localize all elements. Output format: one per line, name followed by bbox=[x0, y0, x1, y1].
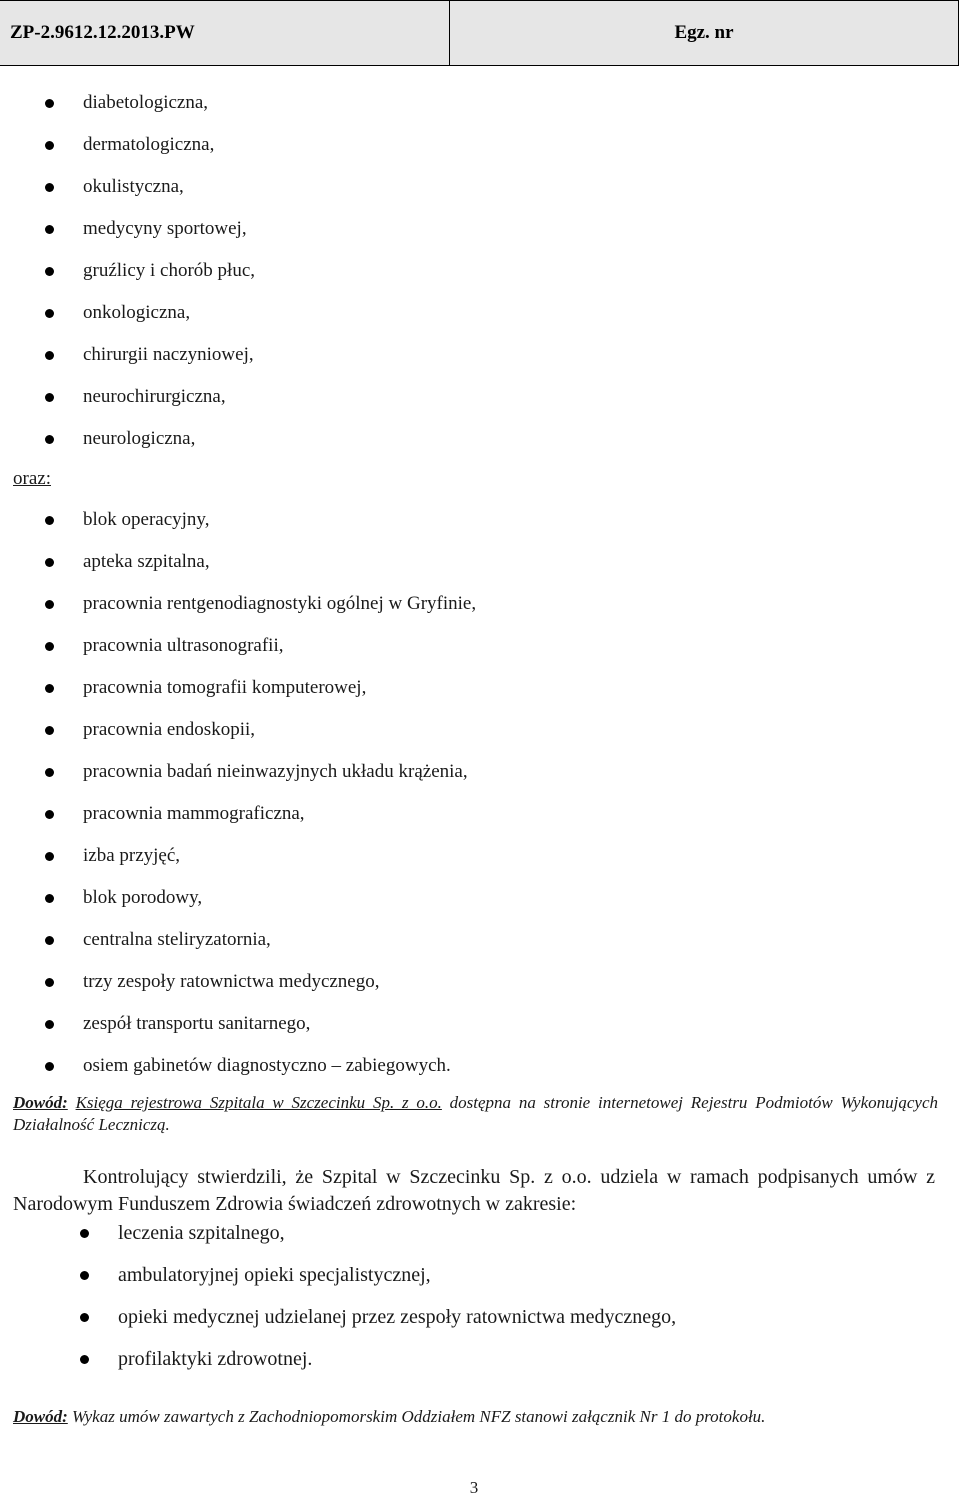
list-item: opieki medycznej udzielanej przez zespoły ratownictwa medycznego, bbox=[0, 1296, 676, 1338]
document-header bbox=[0, 0, 959, 66]
bullet-icon bbox=[45, 600, 54, 609]
bullet-icon bbox=[45, 516, 54, 525]
list-item: apteka szpitalna, bbox=[0, 541, 476, 583]
other-units-list bbox=[0, 499, 476, 1087]
list-item: pracownia ultrasonografii, bbox=[0, 625, 476, 667]
list-item: osiem gabinetów diagnostyczno – zabiegowych. bbox=[0, 1045, 476, 1087]
bullet-icon bbox=[80, 1313, 89, 1322]
bullet-icon bbox=[45, 1020, 54, 1029]
bullet-icon bbox=[45, 852, 54, 861]
list-item: pracownia badań nieinwazyjnych układu krążenia, bbox=[0, 751, 476, 793]
evidence-source: Księga rejestrowa Szpitala w Szczecinku Sp. z o.o. bbox=[75, 1093, 442, 1112]
list-item: diabetologiczna, bbox=[0, 82, 255, 124]
evidence-text: Wykaz umów zawartych z Zachodniopomorskim Oddziałem NFZ stanowi załącznik Nr 1 do protokołu. bbox=[67, 1407, 766, 1426]
bullet-icon bbox=[45, 768, 54, 777]
bullet-icon bbox=[45, 642, 54, 651]
bullet-icon bbox=[45, 309, 54, 318]
list-item: dermatologiczna, bbox=[0, 124, 255, 166]
bullet-icon bbox=[45, 393, 54, 402]
bullet-icon bbox=[45, 894, 54, 903]
bullet-icon bbox=[45, 936, 54, 945]
list-item: leczenia szpitalnego, bbox=[0, 1212, 676, 1254]
bullet-icon bbox=[45, 435, 54, 444]
bullet-icon bbox=[80, 1229, 89, 1238]
copy-number: Egz. nr bbox=[450, 1, 958, 65]
list-item: ambulatoryjnej opieki specjalistycznej, bbox=[0, 1254, 676, 1296]
list-item: trzy zespoły ratownictwa medycznego, bbox=[0, 961, 476, 1003]
bullet-icon bbox=[80, 1355, 89, 1364]
bullet-icon bbox=[45, 978, 54, 987]
list-item: zespół transportu sanitarnego, bbox=[0, 1003, 476, 1045]
list-item: pracownia mammograficzna, bbox=[0, 793, 476, 835]
list-item: pracownia endoskopii, bbox=[0, 709, 476, 751]
evidence-label: Dowód: bbox=[13, 1407, 68, 1426]
bullet-icon bbox=[45, 810, 54, 819]
units-list bbox=[0, 82, 255, 460]
bullet-icon bbox=[45, 183, 54, 192]
list-item: onkologiczna, bbox=[0, 292, 255, 334]
evidence-note-1 bbox=[13, 1092, 938, 1136]
evidence-label: Dowód: bbox=[13, 1093, 68, 1112]
list-item: pracownia tomografii komputerowej, bbox=[0, 667, 476, 709]
list-item: neurologiczna, bbox=[0, 418, 255, 460]
page-number: 3 bbox=[469, 1478, 479, 1497]
evidence-text: dostępna na stronie internetowej Rejestru Podmiotów Wykonujących Działalność Leczniczą. bbox=[13, 1093, 938, 1134]
list-item: izba przyjęć, bbox=[0, 835, 476, 877]
bullet-icon bbox=[45, 99, 54, 108]
list-item: chirurgii naczyniowej, bbox=[0, 334, 255, 376]
oraz-label: oraz: bbox=[13, 468, 51, 489]
list-item: medycyny sportowej, bbox=[0, 208, 255, 250]
list-item: blok operacyjny, bbox=[0, 499, 476, 541]
bullet-icon bbox=[45, 225, 54, 234]
list-item: centralna steliryzatornia, bbox=[0, 919, 476, 961]
list-item: neurochirurgiczna, bbox=[0, 376, 255, 418]
bullet-icon bbox=[45, 351, 54, 360]
bullet-icon bbox=[45, 726, 54, 735]
evidence-note-2 bbox=[13, 1406, 943, 1428]
bullet-icon bbox=[80, 1271, 89, 1280]
list-item: okulistyczna, bbox=[0, 166, 255, 208]
document-id: ZP-2.9612.12.2013.PW bbox=[0, 1, 450, 65]
list-item: blok porodowy, bbox=[0, 877, 476, 919]
bullet-icon bbox=[45, 141, 54, 150]
bullet-icon bbox=[45, 267, 54, 276]
list-item: pracownia rentgenodiagnostyki ogólnej w Gryfinie, bbox=[0, 583, 476, 625]
list-item: gruźlicy i chorób płuc, bbox=[0, 250, 255, 292]
bullet-icon bbox=[45, 1062, 54, 1071]
bullet-icon bbox=[45, 558, 54, 567]
list-item: profilaktyki zdrowotnej. bbox=[0, 1338, 676, 1380]
body-paragraph: Kontrolujący stwierdzili, że Szpital w Szczecinku Sp. z o.o. udziela w ramach podpisanych umów z Narodowym Funduszem Zdrowia świadczeń zdrowotnych w zakresie: bbox=[13, 1166, 935, 1215]
services-list bbox=[0, 1212, 676, 1380]
bullet-icon bbox=[45, 684, 54, 693]
